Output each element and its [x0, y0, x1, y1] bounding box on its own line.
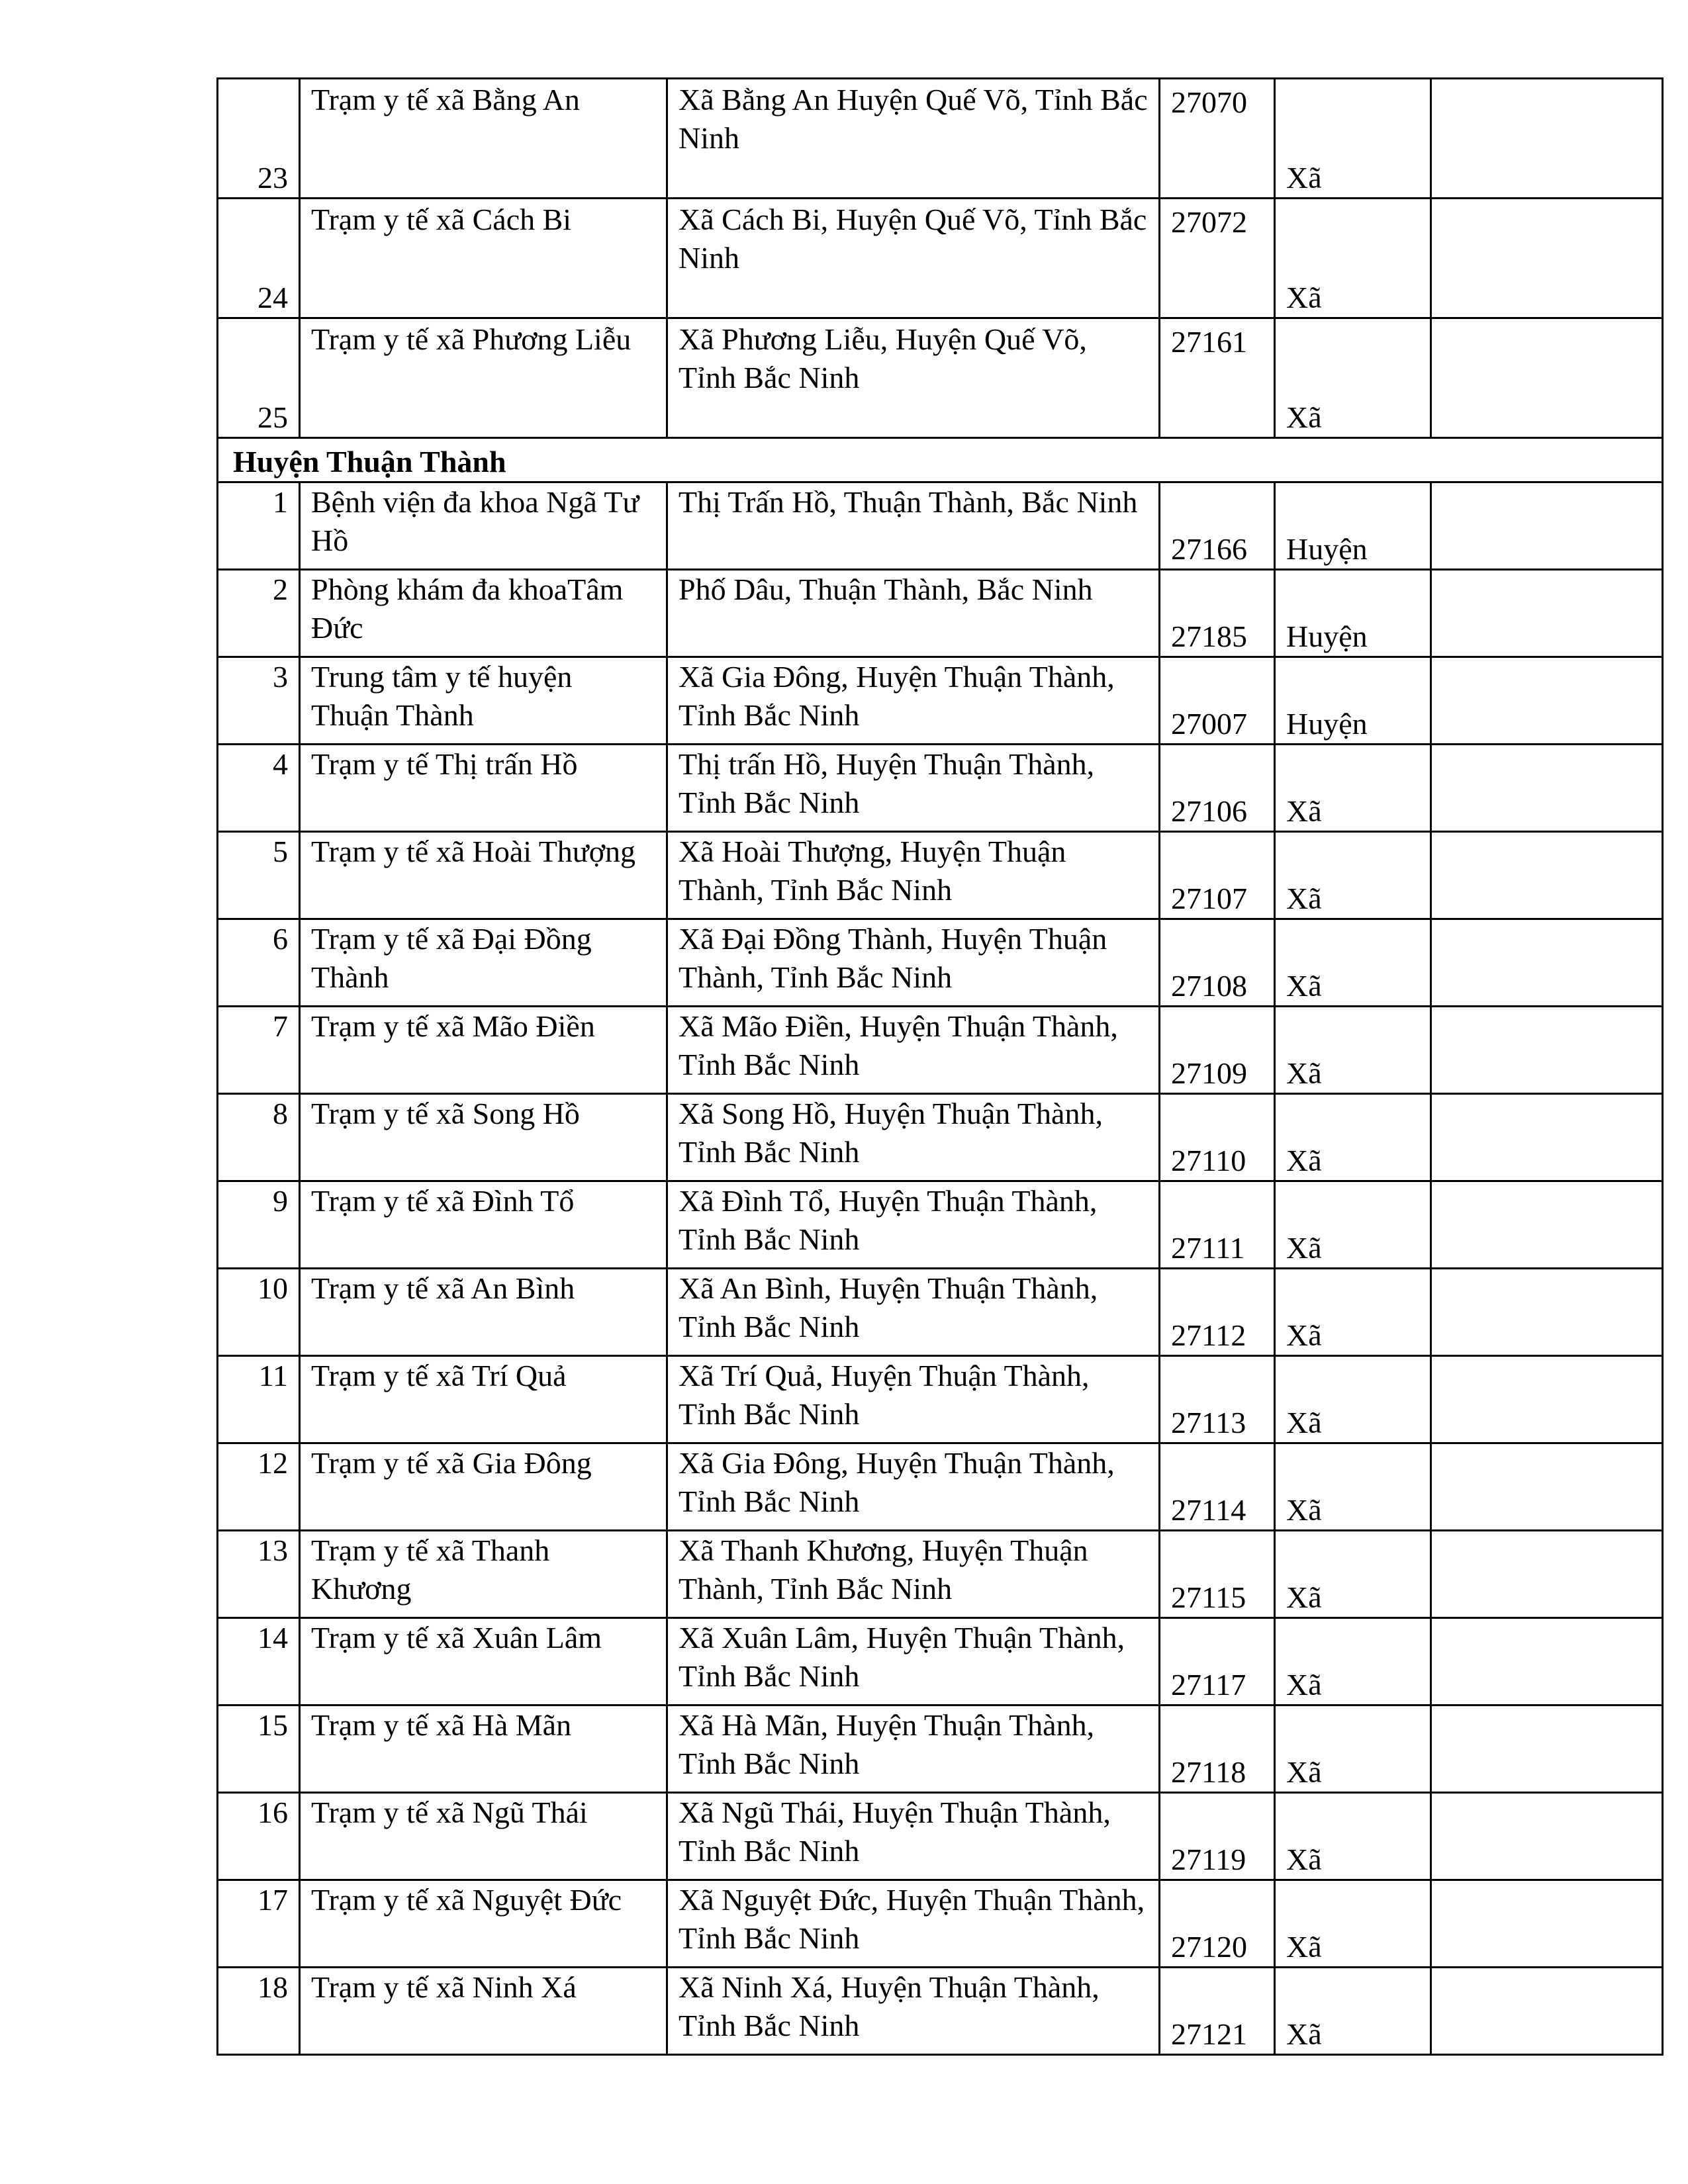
table-row: [218, 1880, 1663, 1968]
facility-level: Xã: [1275, 1618, 1431, 1706]
facility-level: Huyện: [1275, 570, 1431, 657]
row-number: 24: [218, 199, 300, 318]
facility-code: 27109: [1160, 1007, 1275, 1094]
group-heading-row: [218, 438, 1663, 482]
facility-address: Xã Bằng An Huyện Quế Võ, Tỉnh Bắc Ninh: [667, 79, 1160, 199]
facility-name: Trạm y tế xã Phương Liễu: [300, 318, 667, 438]
facility-name: Trạm y tế xã Xuân Lâm: [300, 1618, 667, 1706]
facility-note: [1431, 199, 1663, 318]
facility-code: 27106: [1160, 745, 1275, 832]
facility-name: Trạm y tế xã Đại Đồng Thành: [300, 919, 667, 1007]
facility-code: 27115: [1160, 1531, 1275, 1618]
facility-note: [1431, 1094, 1663, 1181]
table-row: [218, 1181, 1663, 1269]
facility-address: Thị trấn Hồ, Huyện Thuận Thành, Tỉnh Bắc Ninh: [667, 745, 1160, 832]
facility-code: 27113: [1160, 1356, 1275, 1443]
facility-name: Trạm y tế xã Cách Bi: [300, 199, 667, 318]
row-number: 1: [218, 482, 300, 570]
row-number: 4: [218, 745, 300, 832]
facility-address: Xã An Bình, Huyện Thuận Thành, Tỉnh Bắc Ninh: [667, 1269, 1160, 1356]
facility-name: Trung tâm y tế huyện Thuận Thành: [300, 657, 667, 745]
facility-code: 27117: [1160, 1618, 1275, 1706]
facility-note: [1431, 1706, 1663, 1793]
facility-level: Xã: [1275, 1094, 1431, 1181]
facility-level: Xã: [1275, 79, 1431, 199]
facility-code: 27108: [1160, 919, 1275, 1007]
row-number: 6: [218, 919, 300, 1007]
row-number: 8: [218, 1094, 300, 1181]
table-row: [218, 1007, 1663, 1094]
facility-note: [1431, 1181, 1663, 1269]
facility-code: 27185: [1160, 570, 1275, 657]
facility-code: 27118: [1160, 1706, 1275, 1793]
facility-code: 27121: [1160, 1968, 1275, 2055]
facility-code: 27161: [1160, 318, 1275, 438]
table-row: [218, 919, 1663, 1007]
table-row: [218, 318, 1663, 438]
facility-address: Xã Đại Đồng Thành, Huyện Thuận Thành, Tỉnh Bắc Ninh: [667, 919, 1160, 1007]
facility-address: Xã Ngũ Thái, Huyện Thuận Thành, Tỉnh Bắc Ninh: [667, 1793, 1160, 1880]
facility-address: Xã Hoài Thượng, Huyện Thuận Thành, Tỉnh Bắc Ninh: [667, 832, 1160, 919]
facility-code: 27119: [1160, 1793, 1275, 1880]
table-row: [218, 1094, 1663, 1181]
facility-name: Trạm y tế xã Thanh Khương: [300, 1531, 667, 1618]
facility-name: Bệnh viện đa khoa Ngã Tư Hồ: [300, 482, 667, 570]
facility-name: Trạm y tế xã Hoài Thượng: [300, 832, 667, 919]
row-number: 23: [218, 79, 300, 199]
facility-note: [1431, 482, 1663, 570]
table-row: [218, 1618, 1663, 1706]
table-row: [218, 832, 1663, 919]
facility-code: 27070: [1160, 79, 1275, 199]
table-row: [218, 657, 1663, 745]
row-number: 7: [218, 1007, 300, 1094]
facility-note: [1431, 79, 1663, 199]
facility-note: [1431, 1880, 1663, 1968]
facility-address: Xã Gia Đông, Huyện Thuận Thành, Tỉnh Bắc Ninh: [667, 657, 1160, 745]
facility-code: 27112: [1160, 1269, 1275, 1356]
row-number: 10: [218, 1269, 300, 1356]
facility-code: 27007: [1160, 657, 1275, 745]
facility-level: Huyện: [1275, 482, 1431, 570]
row-number: 25: [218, 318, 300, 438]
row-number: 5: [218, 832, 300, 919]
facility-note: [1431, 745, 1663, 832]
section-thuan-thanh-rows: [218, 482, 1663, 2055]
group-heading-section: [218, 438, 1663, 482]
row-number: 13: [218, 1531, 300, 1618]
table-row: [218, 1793, 1663, 1880]
facility-code: 27114: [1160, 1443, 1275, 1531]
table-row: [218, 745, 1663, 832]
facility-note: [1431, 832, 1663, 919]
facility-note: [1431, 1968, 1663, 2055]
facility-address: Xã Hà Mãn, Huyện Thuận Thành, Tỉnh Bắc Ninh: [667, 1706, 1160, 1793]
facility-address: Xã Cách Bi, Huyện Quế Võ, Tỉnh Bắc Ninh: [667, 199, 1160, 318]
facility-note: [1431, 1531, 1663, 1618]
facility-level: Xã: [1275, 832, 1431, 919]
facility-address: Xã Mão Điền, Huyện Thuận Thành, Tỉnh Bắc Ninh: [667, 1007, 1160, 1094]
facility-name: Trạm y tế xã Song Hồ: [300, 1094, 667, 1181]
facility-level: Xã: [1275, 1531, 1431, 1618]
row-number: 9: [218, 1181, 300, 1269]
facility-code: 27107: [1160, 832, 1275, 919]
facility-code: 27072: [1160, 199, 1275, 318]
facility-note: [1431, 570, 1663, 657]
facility-note: [1431, 1443, 1663, 1531]
facility-level: Huyện: [1275, 657, 1431, 745]
row-number: 11: [218, 1356, 300, 1443]
table-row: [218, 1443, 1663, 1531]
facility-level: Xã: [1275, 919, 1431, 1007]
facility-address: Xã Ninh Xá, Huyện Thuận Thành, Tỉnh Bắc Ninh: [667, 1968, 1160, 2055]
row-number: 17: [218, 1880, 300, 1968]
facility-level: Xã: [1275, 745, 1431, 832]
row-number: 2: [218, 570, 300, 657]
facility-note: [1431, 657, 1663, 745]
facility-name: Trạm y tế Thị trấn Hồ: [300, 745, 667, 832]
facility-name: Trạm y tế xã Đình Tổ: [300, 1181, 667, 1269]
facility-name: Trạm y tế xã Hà Mãn: [300, 1706, 667, 1793]
facility-table: [216, 77, 1664, 2056]
facility-level: Xã: [1275, 1880, 1431, 1968]
row-number: 12: [218, 1443, 300, 1531]
facility-name: Trạm y tế xã Ngũ Thái: [300, 1793, 667, 1880]
facility-address: Xã Xuân Lâm, Huyện Thuận Thành, Tỉnh Bắc Ninh: [667, 1618, 1160, 1706]
facility-address: Xã Thanh Khương, Huyện Thuận Thành, Tỉnh Bắc Ninh: [667, 1531, 1160, 1618]
row-number: 3: [218, 657, 300, 745]
facility-code: 27111: [1160, 1181, 1275, 1269]
facility-level: Xã: [1275, 1356, 1431, 1443]
facility-code: 27120: [1160, 1880, 1275, 1968]
facility-note: [1431, 1618, 1663, 1706]
facility-name: Trạm y tế xã Ninh Xá: [300, 1968, 667, 2055]
facility-level: Xã: [1275, 1443, 1431, 1531]
facility-name: Trạm y tế xã Bằng An: [300, 79, 667, 199]
facility-note: [1431, 318, 1663, 438]
facility-name: Trạm y tế xã An Bình: [300, 1269, 667, 1356]
facility-name: Trạm y tế xã Mão Điền: [300, 1007, 667, 1094]
facility-name: Trạm y tế xã Trí Quả: [300, 1356, 667, 1443]
table-row: [218, 1968, 1663, 2055]
facility-level: Xã: [1275, 1007, 1431, 1094]
facility-note: [1431, 1793, 1663, 1880]
facility-note: [1431, 1007, 1663, 1094]
facility-name: Trạm y tế xã Nguyệt Đức: [300, 1880, 667, 1968]
facility-level: Xã: [1275, 1968, 1431, 2055]
facility-address: Thị Trấn Hồ, Thuận Thành, Bắc Ninh: [667, 482, 1160, 570]
table-row: [218, 1269, 1663, 1356]
facility-level: Xã: [1275, 1269, 1431, 1356]
table-row: [218, 1706, 1663, 1793]
group-heading: Huyện Thuận Thành: [218, 438, 1663, 482]
facility-address: Xã Gia Đông, Huyện Thuận Thành, Tỉnh Bắc Ninh: [667, 1443, 1160, 1531]
section-que-vo-rows: [218, 79, 1663, 438]
table-row: [218, 570, 1663, 657]
table-row: [218, 1356, 1663, 1443]
row-number: 14: [218, 1618, 300, 1706]
facility-level: Xã: [1275, 199, 1431, 318]
facility-note: [1431, 1356, 1663, 1443]
facility-address: Xã Song Hồ, Huyện Thuận Thành, Tỉnh Bắc Ninh: [667, 1094, 1160, 1181]
row-number: 18: [218, 1968, 300, 2055]
table-row: [218, 199, 1663, 318]
table-row: [218, 1531, 1663, 1618]
facility-level: Xã: [1275, 1793, 1431, 1880]
facility-address: Xã Trí Quả, Huyện Thuận Thành, Tỉnh Bắc Ninh: [667, 1356, 1160, 1443]
row-number: 15: [218, 1706, 300, 1793]
facility-level: Xã: [1275, 318, 1431, 438]
facility-code: 27166: [1160, 482, 1275, 570]
table-row: [218, 79, 1663, 199]
table-row: [218, 482, 1663, 570]
facility-address: Xã Nguyệt Đức, Huyện Thuận Thành, Tỉnh Bắc Ninh: [667, 1880, 1160, 1968]
facility-address: Xã Đình Tổ, Huyện Thuận Thành, Tỉnh Bắc Ninh: [667, 1181, 1160, 1269]
facility-level: Xã: [1275, 1181, 1431, 1269]
facility-address: Xã Phương Liễu, Huyện Quế Võ, Tỉnh Bắc Ninh: [667, 318, 1160, 438]
facility-name: Trạm y tế xã Gia Đông: [300, 1443, 667, 1531]
facility-address: Phố Dâu, Thuận Thành, Bắc Ninh: [667, 570, 1160, 657]
row-number: 16: [218, 1793, 300, 1880]
facility-code: 27110: [1160, 1094, 1275, 1181]
facility-note: [1431, 1269, 1663, 1356]
facility-name: Phòng khám đa khoaTâm Đức: [300, 570, 667, 657]
facility-level: Xã: [1275, 1706, 1431, 1793]
facility-note: [1431, 919, 1663, 1007]
